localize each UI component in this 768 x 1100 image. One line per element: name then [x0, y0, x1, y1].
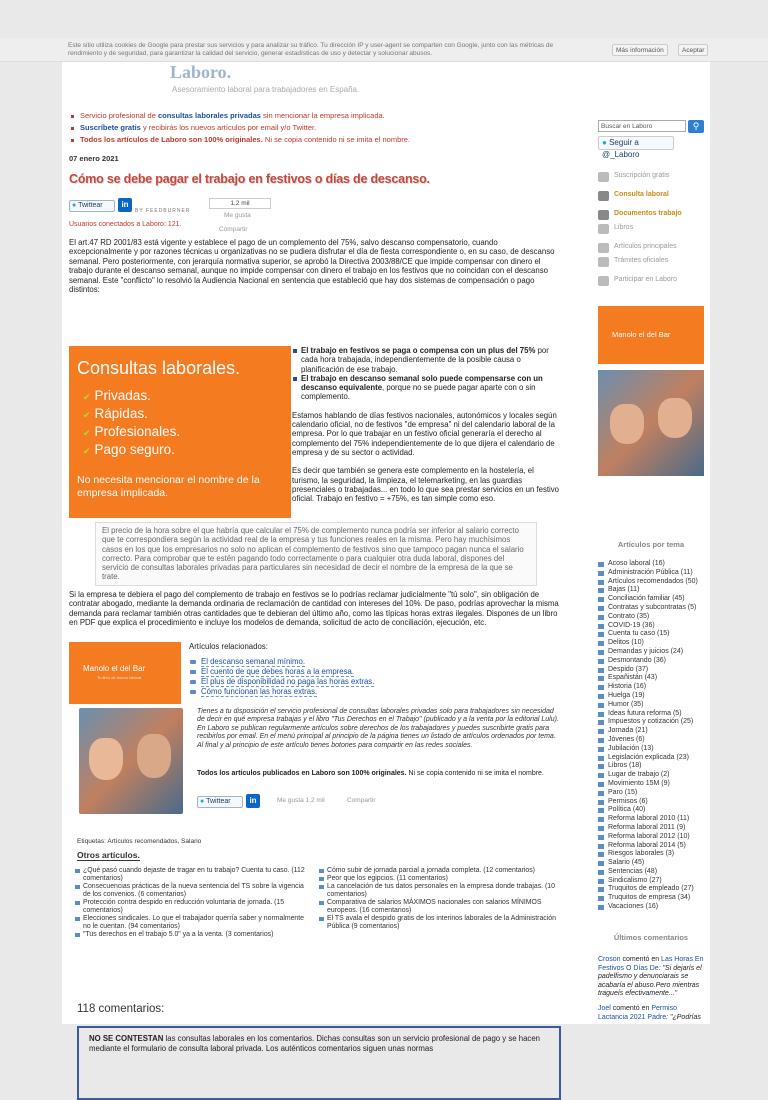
tweet-button[interactable]: ● Twittear	[197, 796, 243, 808]
share-bar-bottom	[197, 794, 497, 810]
twitter-icon: ●	[72, 202, 77, 209]
related-heading: Artículos relacionados:	[189, 642, 268, 651]
topic-item[interactable]: Lugar de trabajo (2)	[598, 771, 718, 780]
promo-item: Suscríbete gratis y recibirás los nuevos artículos por email y/o Twitter.	[69, 122, 561, 134]
topic-item[interactable]: COVID-19 (36)	[598, 622, 718, 631]
topic-item[interactable]: Impuestos y cotización (25)	[598, 718, 718, 727]
ad-item: ✔ Privadas.	[83, 388, 151, 403]
related-link[interactable]: El plus de disponibilidad no paga las horas extras.	[201, 677, 375, 686]
manolo-ad[interactable]	[69, 642, 181, 704]
search-input[interactable]: Buscar en Laboro	[598, 120, 686, 132]
author-bio: Tienes a tu disposición el servicio profesional de consultas laborales privadas solo para trabajadores sin necesidad de decir en qué empresa trabajas y el libro "Tus Derechos en el Trabajo" (publicado y a la venta por la editorial Lulu). En Laboro se publican regularmente artículos sobre derechos de los trabajadores y puedes suscribirte gratis para recibirlos por email. En el menú principal al principio de la página tienes un listado de artículos ordenados por tema. Al final y al principio de este artículo tienes botones para compartir en las redes sociales.	[197, 708, 559, 749]
subscribe-link[interactable]: Suscríbete gratis	[80, 123, 141, 132]
post-date: 07 enero 2021	[69, 154, 119, 163]
sidebar-item-consulta[interactable]: Consulta laboral	[598, 191, 704, 210]
topic-item[interactable]: Artículos recomendados (50)	[598, 578, 718, 587]
linkedin-share-button[interactable]: in	[246, 794, 260, 808]
topic-item[interactable]: Salario (45)	[598, 859, 718, 868]
recent-comment: Joel comentó en Permiso Lactancia 2021 Padre: "¿Podrías	[598, 1004, 701, 1021]
ad-item: ✔ Rápidas.	[83, 406, 148, 421]
originality-note: Todos los artículos publicados en Laboro son 100% originales. Ni se copia contenido ni se imita el nombre.	[197, 770, 544, 777]
sidebar-item-suscripcion[interactable]: Suscripción gratis	[598, 172, 704, 191]
check-icon: ✔	[83, 428, 91, 438]
ad-item: ✔ Pago seguro.	[83, 442, 175, 457]
cookie-text: Este sitio utiliza cookies de Google para prestar sus servicios y para analizar su tráfico. Tu dirección IP y user-agent se comparten con Google, junto con las métricas de rendimiento y de seguridad, para garantizar la calidad del servicio, generar estadísticas de uso y detectar y solucionar abusos.	[68, 42, 554, 57]
ad-item: ✔ Profesionales.	[83, 424, 181, 439]
other-article[interactable]: Protección contra despido en reducción voluntaria de jornada. (15 comentarios)	[75, 899, 311, 915]
other-article[interactable]: El TS avala el despido gratis de los interinos laborales de la Administración Pública (9 comentarios)	[319, 915, 559, 931]
topic-item[interactable]: Contratas y subcontratas (5)	[598, 604, 718, 613]
related-link[interactable]: El cuento de que debes horas a la empresa.	[201, 667, 355, 676]
sidebar-item-articulos[interactable]: Artículos principales	[598, 243, 704, 257]
related-item	[189, 667, 549, 677]
consultas-link[interactable]: consultas laborales privadas	[157, 111, 261, 120]
follow-twitter-button[interactable]: ● Seguir a @_Laboro	[598, 136, 674, 150]
consultas-ad-banner[interactable]	[69, 346, 291, 518]
other-article[interactable]: Peor que los egipcios. (11 comentarios)	[319, 875, 559, 883]
topic-item[interactable]: Truquitos de empleado (27)	[598, 885, 718, 894]
comments-heading: 118 comentarios:	[77, 1003, 165, 1015]
cookie-more-button[interactable]: Más información	[612, 44, 668, 56]
post-title[interactable]: Cómo se debe pagar el trabajo en festivos o días de descanso.	[69, 172, 430, 186]
topic-item[interactable]: Conciliación familiar (45)	[598, 595, 718, 604]
topic-item[interactable]: Contrato (35)	[598, 613, 718, 622]
reclamacion-paragraph: Si la empresa te debiera el pago del complemento de trabajo en festivos se lo podrías reclamar judicialmente "tú solo", sin obligación de contratar abogado, mediante la demanda ordinaria de reclamación de cantidad con intereses del 10%. De paso, podrías aprovechar la misma demanda para reclamar también otras cantidades que te debieran del último año, como las típicas horas extras ilegales. Dispones de un libro en PDF que explica el procedimiento e incluye los modelos de demanda, solicitud de acto de conciliación, ejecución, etc.	[69, 590, 559, 628]
topic-item[interactable]: Reforma laboral 2012 (10)	[598, 833, 718, 842]
sidebar-menu	[598, 172, 704, 295]
topic-item[interactable]: Reforma laboral 2010 (11)	[598, 815, 718, 824]
promo-bullets	[69, 110, 561, 146]
topic-item[interactable]: Libros (18)	[598, 762, 718, 771]
topic-item[interactable]: Despido (37)	[598, 666, 718, 675]
manolo-illustration	[79, 708, 183, 814]
related-link[interactable]: Cómo funcionan las horas extras.	[201, 687, 318, 696]
cookie-banner	[0, 38, 768, 62]
topic-item[interactable]: Ideas futura reforma (5)	[598, 710, 718, 719]
like-button[interactable]: Me gusta 1,2 mil	[277, 797, 325, 804]
share-button[interactable]: Compartir	[219, 226, 248, 233]
topic-item[interactable]: Sentencias (48)	[598, 868, 718, 877]
other-article[interactable]: "Tus derechos en el trabajo 5.0" ya a la venta. (3 comentarios)	[75, 931, 311, 939]
recent-comments-heading: Últimos comentarios	[613, 933, 689, 942]
topic-item[interactable]: Cuenta tu caso (15)	[598, 630, 718, 639]
like-count: 1,2 mil	[209, 198, 271, 209]
topics-heading: Artículos por tema	[617, 540, 685, 549]
topic-item[interactable]: Jubilación (13)	[598, 745, 718, 754]
recent-comment: Croson comentó en Las Horas En Festivos O Días De: "Si dejarís el padelfismo y denunciarais se acabaría el abuso.Pero mientras tragueís efectivamente..."	[598, 956, 704, 998]
other-article[interactable]: La cancelación de tus datos personales en la empresa donde trabajas. (10 comentarios)	[319, 883, 559, 899]
like-button[interactable]: Me gusta	[224, 212, 251, 219]
comment-post-link[interactable]: Las Horas En Festivos O Días De	[598, 956, 704, 972]
cookie-accept-button[interactable]: Aceptar	[678, 44, 708, 56]
other-articles-right	[319, 867, 559, 931]
sidebar-item-documentos[interactable]: Documentos trabajo	[598, 210, 704, 224]
topic-item[interactable]: Truquitos de empresa (34)	[598, 894, 718, 903]
comment-post-link[interactable]: Permiso Lactancia 2021 Padre	[598, 1004, 677, 1021]
other-articles-left	[75, 867, 311, 939]
hosteleria-paragraph: Es decir que también se genera este complemento en la hostelería, el turismo, la seguridad, la limpieza, el telemarketing, en las guardias presenciales o trabajadas... en todo lo que sea prestar servicios en un festivo oficial. Trabajo en festivo = +75%, es tan simple como eso.	[292, 466, 559, 504]
blog-title[interactable]: Laboro.	[170, 62, 232, 82]
twitter-icon: ●	[602, 138, 607, 147]
topic-item[interactable]: Desmontando (36)	[598, 657, 718, 666]
promo-item: Servicio profesional de consultas laborales privadas sin mencionar la empresa implicada.	[69, 110, 561, 122]
post-tags[interactable]: Etiquetas: Artículos recomendados, Salario	[77, 838, 202, 845]
share-button[interactable]: Compartir	[347, 797, 376, 804]
promo-item: Todos los artículos de Laboro son 100% originales. Ni se copia contenido ni se imita el nombre.	[69, 134, 561, 146]
share-bar	[69, 198, 561, 234]
sidebar-illustration	[598, 370, 704, 476]
tweet-button[interactable]: ● Twittear	[69, 200, 115, 212]
topic-item[interactable]: Jóvenes (6)	[598, 736, 718, 745]
topic-item[interactable]: Reforma laboral 2011 (9)	[598, 824, 718, 833]
topic-item[interactable]: Huelga (19)	[598, 692, 718, 701]
main-column	[69, 110, 561, 1053]
compensation-points	[292, 346, 560, 503]
related-item	[189, 687, 549, 697]
feedburner-label: BY FEEDBURNER	[135, 208, 191, 214]
topic-item[interactable]: Riesgos laborales (3)	[598, 850, 718, 859]
ad-heading: Consultas laborales.	[77, 358, 241, 378]
topic-item[interactable]: Jornada (21)	[598, 727, 718, 736]
commenter-link[interactable]: Joel	[598, 1004, 611, 1012]
topic-item[interactable]: Movimiento 15M (9)	[598, 780, 718, 789]
other-article[interactable]: Comparativa de salarios MÁXIMOS nacionales con salarios MÍNIMOS europeos. (16 comentarios)	[319, 899, 559, 915]
topic-item[interactable]: Bajas (11)	[598, 586, 718, 595]
commenter-link[interactable]: Croson	[598, 956, 621, 963]
recent-comments	[598, 956, 706, 1022]
related-link[interactable]: El descanso semanal mínimo.	[201, 657, 306, 666]
check-icon: ✔	[83, 410, 91, 420]
topic-item[interactable]: Humor (35)	[598, 701, 718, 710]
related-item	[189, 657, 549, 667]
topic-item[interactable]: Acoso laboral (16)	[598, 560, 718, 569]
topic-item[interactable]: Administración Pública (11)	[598, 569, 718, 578]
sidebar-item-participar[interactable]: Participar en Laboro	[598, 276, 704, 295]
sidebar-item-tramites[interactable]: Trámites oficiales	[598, 257, 704, 276]
topic-item[interactable]: Legislación explicada (23)	[598, 754, 718, 763]
manolo-ad-sub: Tu libro de humor laboral	[97, 675, 142, 680]
topic-item[interactable]: Españistán (43)	[598, 674, 718, 683]
check-icon: ✔	[83, 446, 91, 456]
related-articles	[189, 642, 549, 697]
salario-quote: El precio de la hora sobre el que habría que calcular el 75% de complemento nunca podría ser inferior al salario correcto que te correspondiera según la actividad real de la empresa y tus funciones reales en la misma. Pero hay muchísimos casos en los que los empresarios no solo no aplican el complemento de festivos sino que tampoco pagan nunca el salario correcto. Para comprobar que te estén pagando todo correctamente o para cualquier otra duda laboral, dispones del servicio de consultas laborales privadas para particulares sin necesidad de decir el nombre de la empresa de la que se trate.	[95, 522, 537, 586]
related-item	[189, 677, 549, 687]
comments-notice: NO SE CONTESTAN las consultas laborales en los comentarios. Dichas consultas son un servicio profesional de pago y se hacen mediante el formulario de consulta laboral privada. Los auténticos comentarios siguen unas normas	[77, 1026, 561, 1100]
point-item: El trabajo en festivos se paga o compensa con un plus del 75% por cada hora trabajada, independientemente de la posible causa o planificación de ese trabajo.	[292, 346, 560, 374]
other-article[interactable]: Cómo subir de jornada parcial a jornada completa. (12 comentarios)	[319, 867, 559, 875]
topic-item[interactable]: Vacaciones (16)	[598, 903, 718, 912]
topic-item[interactable]: Reforma laboral 2014 (5)	[598, 842, 718, 851]
topic-item[interactable]: Política (40)	[598, 806, 718, 815]
other-articles-heading: Otros artículos.	[77, 850, 140, 860]
twitter-icon: ●	[200, 798, 205, 805]
sidebar-item-libros[interactable]: Libros	[598, 224, 704, 243]
sidebar-manolo-ad[interactable]: Manolo el del Bar	[598, 306, 704, 364]
check-icon: ✔	[83, 392, 91, 402]
blog-description: Asesoramiento laboral para trabajadores en España.	[172, 85, 360, 94]
manolo-ad-title: Manolo el del Bar	[83, 664, 146, 673]
festivos-paragraph: Estamos hablando de días festivos nacionales, autonómicos y locales según calendario oficial, no de festivos "de empresa" ni del calendario laboral de la empresa. Por lo que trabajar en un festivo oficial generaría el derecho al complemento del 75% independientemente de lo que dijera el calendario de empresa y de su sector o actividad.	[292, 410, 557, 457]
topic-item[interactable]: Paro (15)	[598, 789, 718, 798]
ad-footer: No necesita mencionar el nombre de la empresa implicada.	[77, 474, 260, 499]
online-users: Usuarios conectados a Laboro: 121.	[69, 221, 182, 228]
other-article[interactable]: Elecciones sindicales. Lo que el trabajador querría saber y normalmente no le cuentan. (94 comentarios)	[75, 915, 311, 931]
topic-item[interactable]: Permisos (6)	[598, 798, 718, 807]
blog-page	[62, 40, 710, 1053]
intro-paragraph: El art.47 RD 2001/83 está vigente y establece el pago de un complemento del 75%, salvo descanso compensatorio, cuando excepcionalmente y por razones técnicas u organizativas no se pudiera disfrutar el día de fiesta correspondiente o, en su caso, de descanso semanal. Pero posteriormente, con jerarquía normativa superior, se aprobó la Directiva 2003/88/CE que impide compensar con dinero el trabajo durante el descanso semanal, aunque no impide compensar con dinero el trabajo en los festivos que no coincidan con el descanso semanal. Este "conflicto" lo resolvió la Audiencia Nacional en sentencia que estableció que hay dos sistemas de compensación o pago distintos:	[69, 238, 555, 295]
point-item: El trabajo en descanso semanal solo puede compensarse con un descanso equivalente, porque no se puede pagar aparte con o sin complemento.	[292, 374, 560, 402]
topic-item[interactable]: Sindicalismo (27)	[598, 877, 718, 886]
other-article[interactable]: Consecuencias prácticas de la nueva sentencia del TS sobre la vigencia de los convenios. (6 comentarios)	[75, 883, 311, 899]
topics-list	[598, 560, 718, 912]
linkedin-share-button[interactable]: in	[118, 198, 132, 212]
search-icon[interactable]: ⚲	[688, 120, 704, 133]
topic-item[interactable]: Demandas y juicios (24)	[598, 648, 718, 657]
topic-item[interactable]: Delitos (10)	[598, 639, 718, 648]
other-article[interactable]: ¿Qué pasó cuando dejaste de tragar en tu trabajo? Cuenta tu caso. (112 comentarios)	[75, 867, 311, 883]
topic-item[interactable]: Historia (16)	[598, 683, 718, 692]
